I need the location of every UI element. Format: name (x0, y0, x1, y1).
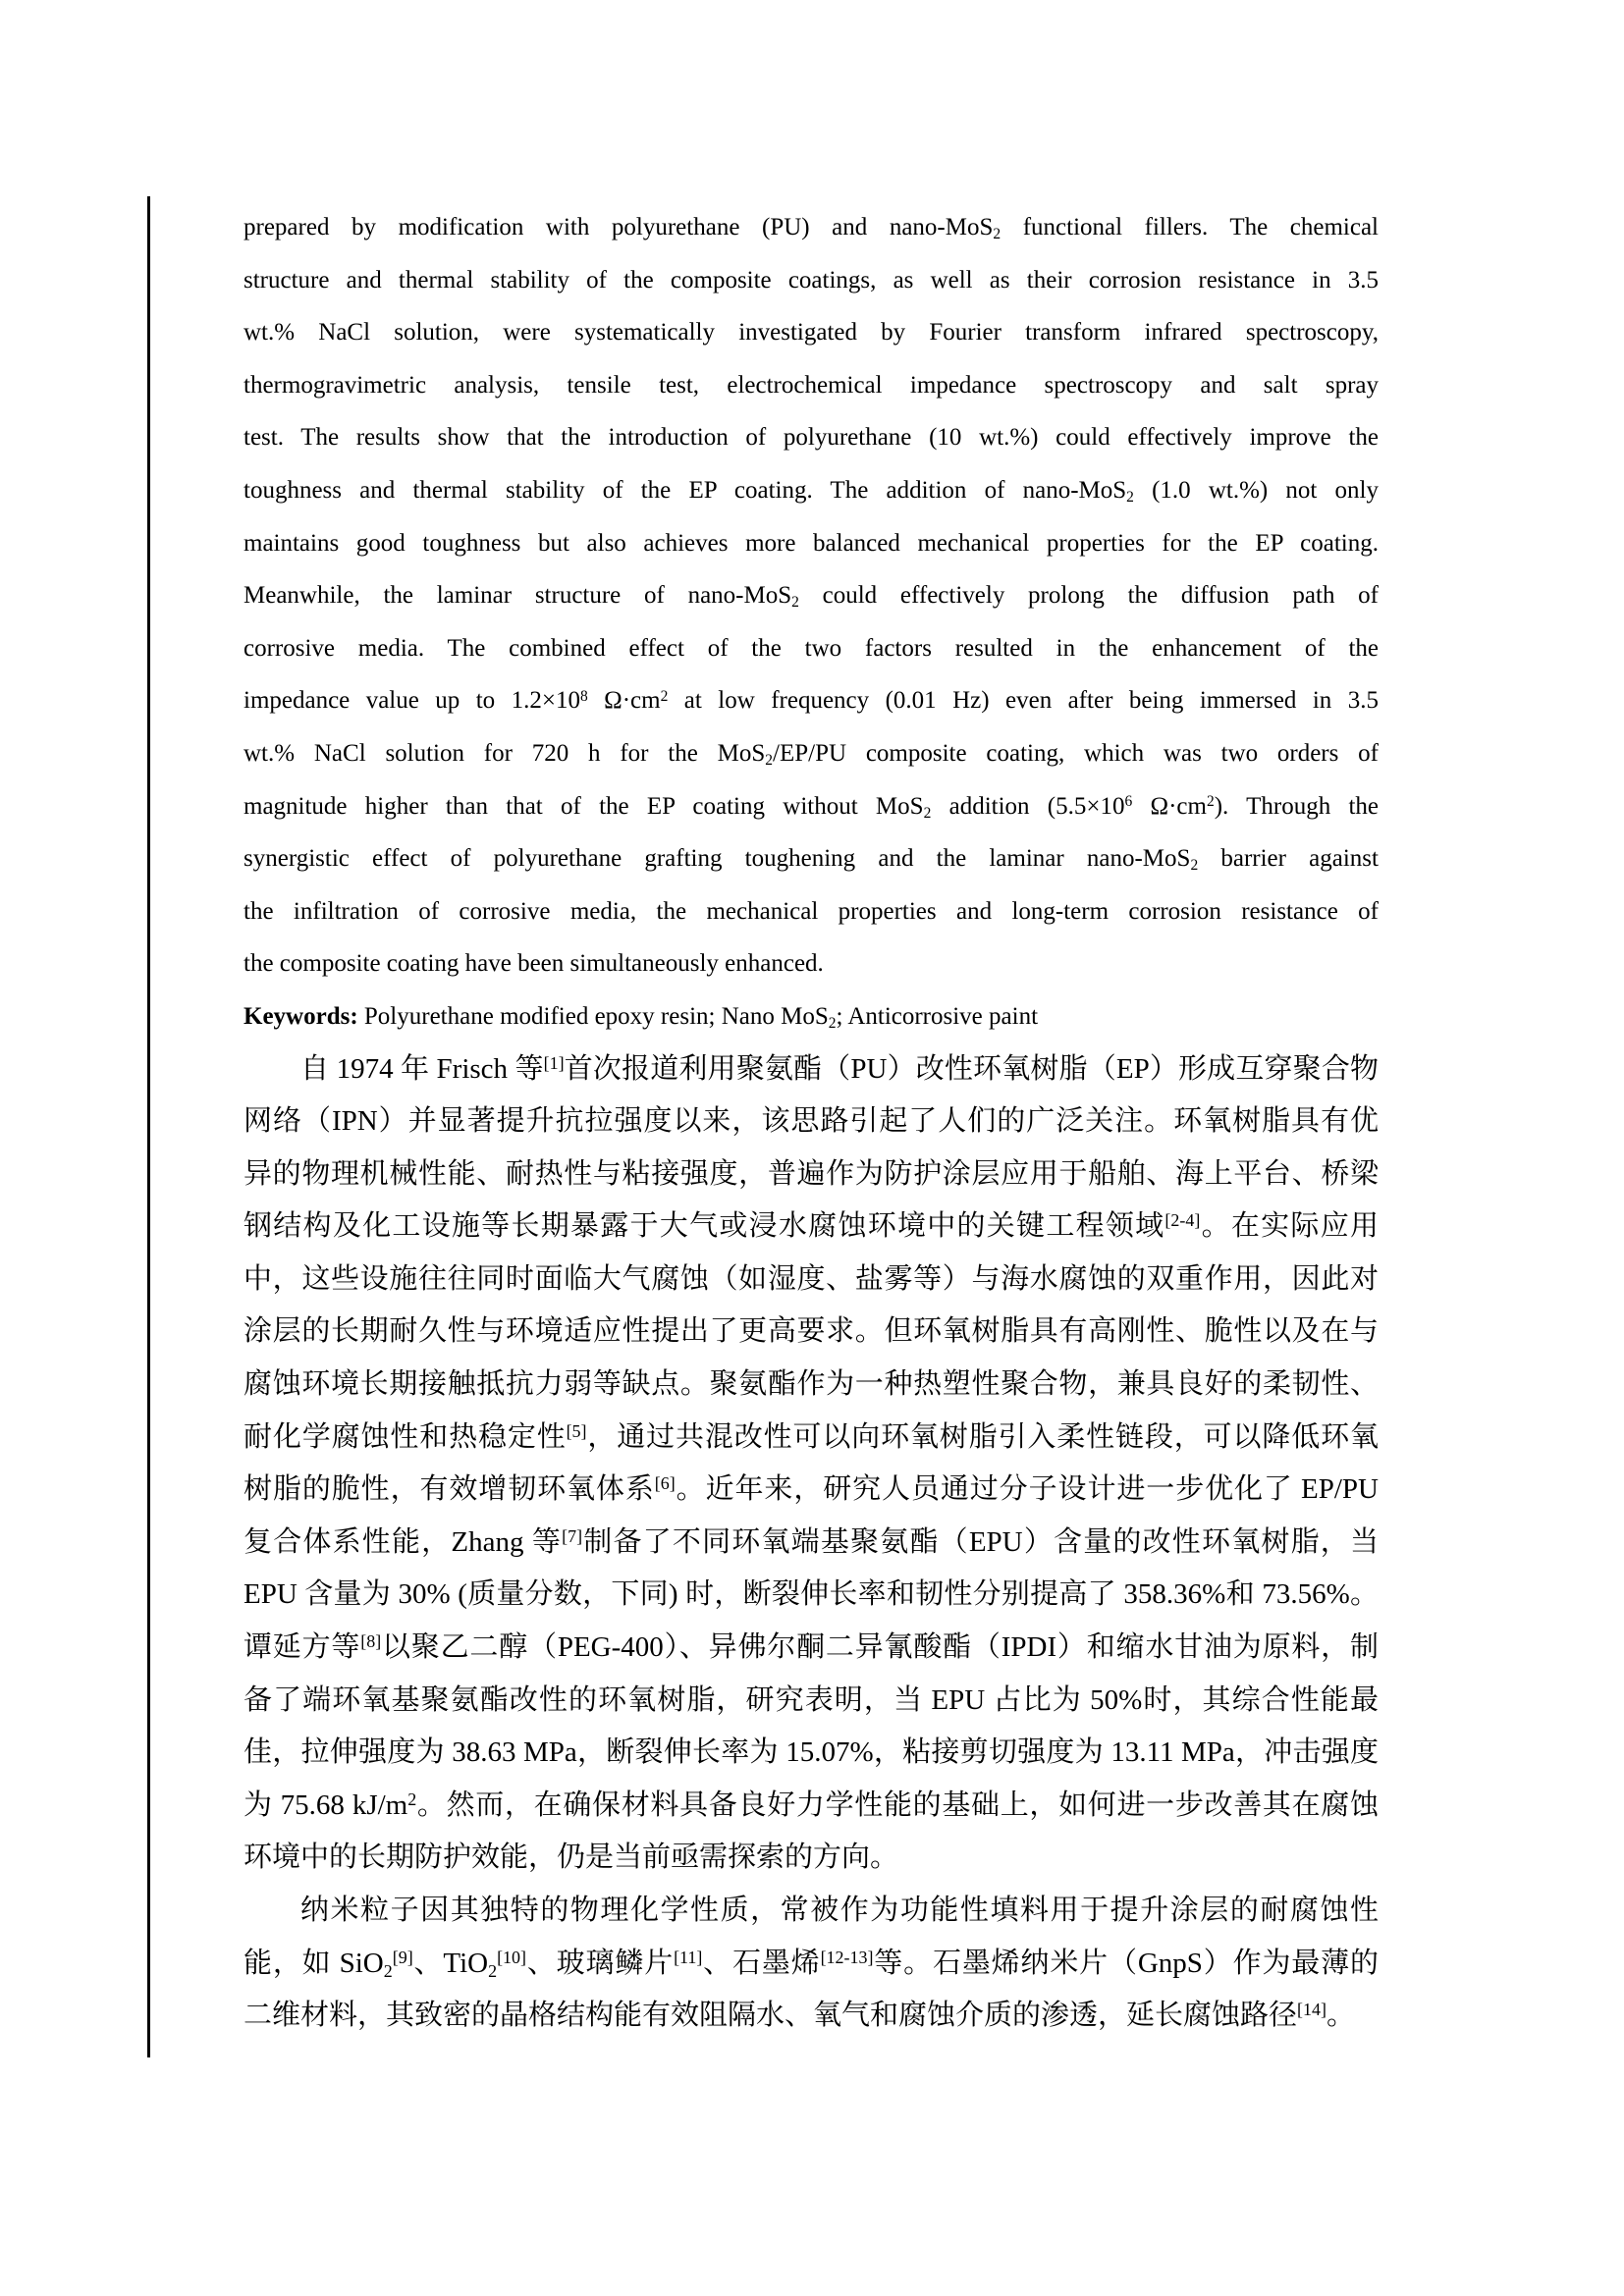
text-line: 二维材料，其致密的晶格结构能有效阻隔水、氧气和腐蚀介质的渗透，延长腐蚀路径[14]。 (244, 2000, 1355, 2032)
text-line: Keywords: Polyurethane modified epoxy resin; Nano MoS2; Anticorrosive paint (244, 1002, 1039, 1033)
text-line: 涂层的长期耐久性与环境适应性提出了更高要求。但环氧树脂具有高刚性、脆性以及在与 (244, 1315, 1379, 1348)
text-line: 自 1974 年 Frisch 等[1]首次报道利用聚氨酯（PU）改性环氧树脂（EP）形成互穿聚合物 (300, 1052, 1379, 1085)
text-line: 环境中的长期防护效能，仍是当前亟需探索的方向。 (244, 1842, 899, 1874)
text-line: 网络（IPN）并显著提升抗拉强度以来，该思路引起了人们的广泛关注。环氧树脂具有优 (244, 1105, 1379, 1138)
abstract-continuation-paragraph (244, 201, 1379, 990)
text-line: test. The results show that the introduction of polyurethane (10 wt.%) could effectively improve the (244, 424, 1379, 452)
text-line: toughness and thermal stability of the EP coating. The addition of nano-MoS2 (1.0 wt.%) not only (244, 476, 1379, 507)
text-line: 树脂的脆性，有效增韧环氧体系[6]。近年来，研究人员通过分子设计进一步优化了 EP/PU (244, 1473, 1379, 1506)
text-line: 为 75.68 $kJ/m^2$。然而，在确保材料具备良好力学性能的基础上，如何进一步改善其在腐蚀 (244, 1789, 1379, 1821)
keywords-line (244, 990, 1379, 1043)
text-line: 复合体系性能，Zhang 等[7]制备了不同环氧端基聚氨酯（EPU）含量的改性环氧树脂，当 (244, 1525, 1379, 1558)
text-line: Meanwhile, the laminar structure of nano-MoS2 could effectively prolong the diffusion path of (244, 582, 1380, 612)
text-column (244, 201, 1379, 2043)
text-line: 备了端环氧基聚氨酯改性的环氧树脂，研究表明，当 EPU 占比为 50%时，其综合性能最 (244, 1683, 1379, 1716)
text-line: the infiltration of corrosive media, the mechanical properties and long-term corrosion resistance of (244, 897, 1379, 925)
left-margin-line (147, 196, 150, 2057)
text-line: 能，如 SiO2[9]、TiO2[10]、玻璃鳞片[11]、石墨烯[12-13]等。石墨烯纳米片（GnpS）作为最薄的 (244, 1947, 1379, 1981)
text-line: synergistic effect of polyurethane grafting toughening and the laminar nano-MoS2 barrier against (244, 845, 1379, 875)
text-line: magnitude higher than that of the EP coating without MoS2 addition ($5.5\times 10^6$ $\Omega\cdot cm^2$). Through the (244, 792, 1380, 822)
text-line: wt.% NaCl solution for 720 h for the MoS2/EP/PU composite coating, which was two orders of (244, 739, 1379, 770)
text-line: EPU 含量为 30% (质量分数，下同) 时，断裂伸长率和韧性分别提高了 358.36%和 73.56%。 (244, 1578, 1379, 1611)
text-line: impedance value up to $1.2\times 10^8$ $\Omega\cdot cm^2$ at low frequency (0.01 Hz) even after being immersed in 3.5 (244, 687, 1379, 715)
text-line: thermogravimetric analysis, tensile test, electrochemical impedance spectroscopy and salt spray (244, 371, 1379, 399)
intro-paragraph-1 (244, 1043, 1379, 1886)
text-line: prepared by modification with polyurethane (PU) and nano-MoS2 functional fillers. The chemical (244, 214, 1379, 243)
text-line: wt.% NaCl solution, were systematically investigated by Fourier transform infrared spectroscopy, (244, 319, 1379, 347)
intro-paragraph-2 (244, 1885, 1379, 2043)
text-line: 异的物理机械性能、耐热性与粘接强度，普遍作为防护涂层应用于船舶、海上平台、桥梁 (244, 1157, 1379, 1190)
text-line: maintains good toughness but also achieves more balanced mechanical properties for the EP coating. (244, 529, 1379, 557)
text-line: 谭延方等[8]以聚乙二醇（PEG-400）、异佛尔酮二异氰酸酯（IPDI）和缩水甘油为原料，制 (244, 1631, 1379, 1664)
text-line: the composite coating have been simultaneously enhanced. (244, 950, 824, 978)
text-line: 腐蚀环境长期接触抵抗力弱等缺点。聚氨酯作为一种热塑性聚合物，兼具良好的柔韧性、 (244, 1368, 1379, 1401)
text-line: 钢结构及化工设施等长期暴露于大气或浸水腐蚀环境中的关键工程领域[2-4]。在实际应用 (244, 1210, 1379, 1243)
text-line: 佳，拉伸强度为 38.63 MPa，断裂伸长率为 15.07%，粘接剪切强度为 13.11 MPa，冲击强度 (244, 1736, 1379, 1769)
text-line: 耐化学腐蚀性和热稳定性[5]，通过共混改性可以向环氧树脂引入柔性链段，可以降低环氧 (244, 1420, 1379, 1453)
text-line: 纳米粒子因其独特的物理化学性质，常被作为功能性填料用于提升涂层的耐腐蚀性 (300, 1895, 1379, 1926)
text-line: corrosive media. The combined effect of the two factors resulted in the enhancement of the (244, 634, 1379, 662)
text-line: structure and thermal stability of the composite coatings, as well as their corrosion resistance in 3.5 (244, 266, 1379, 294)
text-line: 中，这些设施往往同时面临大气腐蚀（如湿度、盐雾等）与海水腐蚀的双重作用，因此对 (244, 1262, 1379, 1295)
